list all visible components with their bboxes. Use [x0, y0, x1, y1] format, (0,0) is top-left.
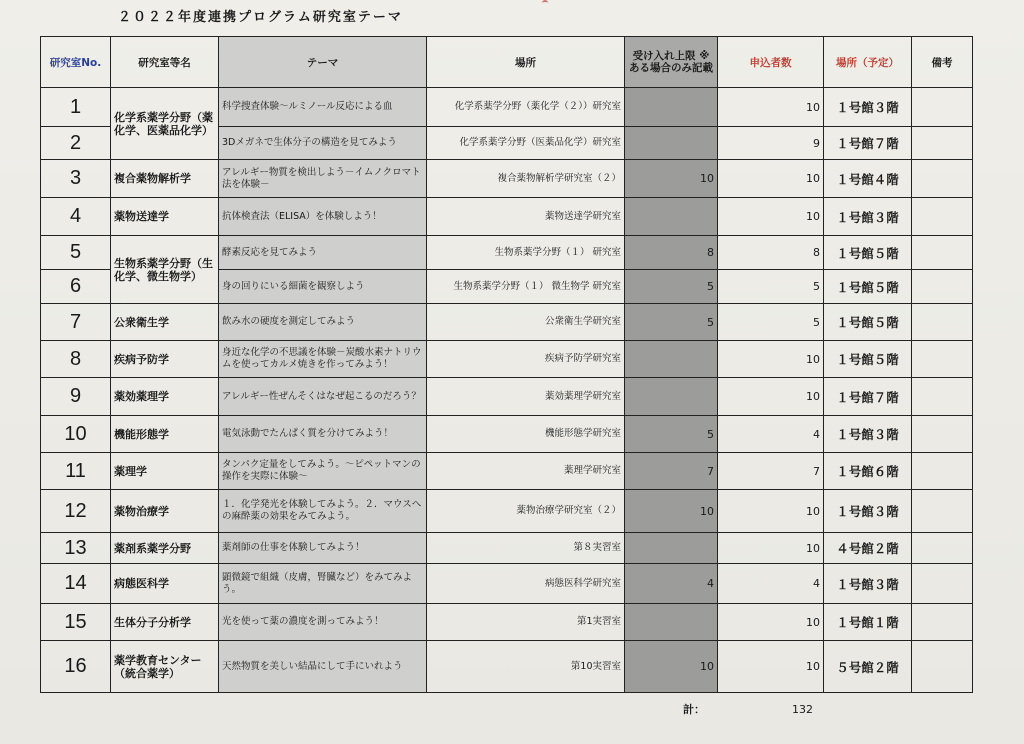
- location-cell: １号館５階: [824, 341, 912, 378]
- place-cell: 公衆衛生学研究室: [427, 304, 625, 341]
- theme-cell: 抗体検査法（ELISA）を体験しよう！: [219, 198, 427, 236]
- red-ink-mark: [542, 0, 548, 6]
- table-row: [41, 378, 973, 416]
- theme-cell: 電気泳動でたんぱく質を分けてみよう！: [219, 416, 427, 453]
- lab-number: 16: [41, 641, 111, 693]
- lab-number: 3: [41, 160, 111, 198]
- table-row: [41, 416, 973, 453]
- document-title: ２０２２年度連携プログラム研究室テーマ: [118, 10, 403, 25]
- table-row: [41, 160, 973, 198]
- remarks-cell: [912, 378, 973, 416]
- location-cell: １号館３階: [824, 88, 912, 127]
- applicants-cell: 10: [718, 490, 824, 533]
- location-cell: １号館１階: [824, 604, 912, 641]
- remarks-cell: [912, 270, 973, 304]
- table-row: [41, 88, 973, 127]
- lab-number: 12: [41, 490, 111, 533]
- location-cell: １号館５階: [824, 304, 912, 341]
- location-cell: １号館３階: [824, 564, 912, 604]
- lab-number: 4: [41, 198, 111, 236]
- applicants-cell: 9: [718, 127, 824, 160]
- limit-cell: 8: [625, 236, 718, 270]
- lab-number: 13: [41, 533, 111, 564]
- table-body: [41, 88, 973, 693]
- total-value: 132: [792, 703, 813, 716]
- table-row: [41, 564, 973, 604]
- applicants-cell: 8: [718, 236, 824, 270]
- location-cell: １号館３階: [824, 490, 912, 533]
- limit-cell: 5: [625, 270, 718, 304]
- lab-name: 薬効薬理学: [111, 378, 219, 416]
- place-cell: 病態医科学研究室: [427, 564, 625, 604]
- place-cell: 薬理学研究室: [427, 453, 625, 490]
- location-cell: １号館３階: [824, 198, 912, 236]
- lab-name: 化学系薬学分野（薬化学、医薬品化学）: [111, 88, 219, 160]
- theme-cell: 3Dメガネで生体分子の構造を見てみよう: [219, 127, 427, 160]
- place-cell: 第1実習室: [427, 604, 625, 641]
- lab-number: 6: [41, 270, 111, 304]
- place-cell: 薬効薬理学研究室: [427, 378, 625, 416]
- theme-cell: 身近な化学の不思議を体験－炭酸水素ナトリウムを使ってカルメ焼きを作ってみよう！: [219, 341, 427, 378]
- theme-cell: 光を使って薬の濃度を測ってみよう！: [219, 604, 427, 641]
- lab-number: 9: [41, 378, 111, 416]
- place-cell: 生物系薬学分野（１） 研究室: [427, 236, 625, 270]
- lab-name: 薬理学: [111, 453, 219, 490]
- lab-name: 病態医科学: [111, 564, 219, 604]
- remarks-cell: [912, 160, 973, 198]
- table-row: [41, 236, 973, 270]
- limit-cell: [625, 198, 718, 236]
- applicants-cell: 4: [718, 564, 824, 604]
- location-cell: １号館６階: [824, 453, 912, 490]
- theme-cell: 顕微鏡で組織（皮膚，腎臓など）をみてみよう。: [219, 564, 427, 604]
- theme-cell: 飲み水の硬度を測定してみよう: [219, 304, 427, 341]
- remarks-cell: [912, 453, 973, 490]
- limit-cell: 10: [625, 490, 718, 533]
- location-cell: １号館７階: [824, 127, 912, 160]
- remarks-cell: [912, 198, 973, 236]
- remarks-cell: [912, 604, 973, 641]
- applicants-cell: 10: [718, 198, 824, 236]
- header-lab-no: 研究室No.: [41, 37, 111, 88]
- limit-cell: [625, 88, 718, 127]
- location-cell: １号館５階: [824, 270, 912, 304]
- header-applicants: 申込者数: [718, 37, 824, 88]
- table-row: [41, 198, 973, 236]
- limit-cell: 4: [625, 564, 718, 604]
- table-row: [41, 604, 973, 641]
- theme-cell: タンパク定量をしてみよう。～ピペットマンの操作を実際に体験～: [219, 453, 427, 490]
- location-cell: ５号館２階: [824, 641, 912, 693]
- applicants-cell: 10: [718, 378, 824, 416]
- table-row: [41, 641, 973, 693]
- place-cell: 薬物送達学研究室: [427, 198, 625, 236]
- remarks-cell: [912, 416, 973, 453]
- place-cell: 薬物治療学研究室（２）: [427, 490, 625, 533]
- limit-cell: [625, 604, 718, 641]
- applicants-cell: 10: [718, 533, 824, 564]
- place-cell: 化学系薬学分野（医薬品化学）研究室: [427, 127, 625, 160]
- location-cell: １号館７階: [824, 378, 912, 416]
- theme-cell: １．化学発光を体験してみよう。２．マウスへの麻酔薬の効果をみてみよう。: [219, 490, 427, 533]
- remarks-cell: [912, 127, 973, 160]
- theme-cell: 身の回りにいる細菌を観察しよう: [219, 270, 427, 304]
- lab-name: 複合薬物解析学: [111, 160, 219, 198]
- lab-number: 14: [41, 564, 111, 604]
- header-limit: 受け入れ上限 ※ある場合のみ記載: [625, 37, 718, 88]
- applicants-cell: 10: [718, 88, 824, 127]
- lab-name: 疾病予防学: [111, 341, 219, 378]
- remarks-cell: [912, 236, 973, 270]
- place-cell: 第10実習室: [427, 641, 625, 693]
- limit-cell: [625, 533, 718, 564]
- header-row: [41, 37, 973, 88]
- remarks-cell: [912, 564, 973, 604]
- remarks-cell: [912, 304, 973, 341]
- header-theme: テーマ: [219, 37, 427, 88]
- lab-name: 薬剤系薬学分野: [111, 533, 219, 564]
- limit-cell: [625, 127, 718, 160]
- limit-cell: [625, 378, 718, 416]
- location-cell: １号館５階: [824, 236, 912, 270]
- lab-number: 15: [41, 604, 111, 641]
- table-row: [41, 304, 973, 341]
- lab-name: 生体分子分析学: [111, 604, 219, 641]
- theme-cell: 科学捜査体験～ルミノール反応による血: [219, 88, 427, 127]
- lab-name: 薬学教育センター（統合薬学）: [111, 641, 219, 693]
- lab-number: 7: [41, 304, 111, 341]
- lab-name: 薬物治療学: [111, 490, 219, 533]
- remarks-cell: [912, 490, 973, 533]
- applicants-cell: 10: [718, 604, 824, 641]
- header-location: 場所（予定）: [824, 37, 912, 88]
- lab-number: 1: [41, 88, 111, 127]
- lab-number: 5: [41, 236, 111, 270]
- limit-cell: 5: [625, 416, 718, 453]
- theme-cell: 薬剤師の仕事を体験してみよう！: [219, 533, 427, 564]
- table-row: [41, 533, 973, 564]
- lab-name: 公衆衛生学: [111, 304, 219, 341]
- header-remarks: 備考: [912, 37, 973, 88]
- lab-name: 生物系薬学分野（生化学、微生物学）: [111, 236, 219, 304]
- remarks-cell: [912, 641, 973, 693]
- header-lab-name: 研究室等名: [111, 37, 219, 88]
- table-row: [41, 490, 973, 533]
- applicants-cell: 4: [718, 416, 824, 453]
- location-cell: １号館４階: [824, 160, 912, 198]
- lab-name: 薬物送達学: [111, 198, 219, 236]
- place-cell: 複合薬物解析学研究室（２）: [427, 160, 625, 198]
- limit-cell: [625, 341, 718, 378]
- applicants-cell: 5: [718, 270, 824, 304]
- applicants-cell: 10: [718, 341, 824, 378]
- table-row: [41, 453, 973, 490]
- limit-cell: 5: [625, 304, 718, 341]
- applicants-cell: 10: [718, 160, 824, 198]
- place-cell: 化学系薬学分野（薬化学（２））研究室: [427, 88, 625, 127]
- remarks-cell: [912, 341, 973, 378]
- limit-cell: 7: [625, 453, 718, 490]
- place-cell: 第８実習室: [427, 533, 625, 564]
- theme-cell: 天然物質を美しい結晶にして手にいれよう: [219, 641, 427, 693]
- applicants-cell: 5: [718, 304, 824, 341]
- lab-number: 11: [41, 453, 111, 490]
- remarks-cell: [912, 533, 973, 564]
- place-cell: 疾病予防学研究室: [427, 341, 625, 378]
- limit-cell: 10: [625, 641, 718, 693]
- place-cell: 生物系薬学分野（１） 微生物学 研究室: [427, 270, 625, 304]
- location-cell: １号館３階: [824, 416, 912, 453]
- table-row: [41, 341, 973, 378]
- lab-name: 機能形態学: [111, 416, 219, 453]
- lab-number: 8: [41, 341, 111, 378]
- remarks-cell: [912, 88, 973, 127]
- place-cell: 機能形態学研究室: [427, 416, 625, 453]
- lab-number: 10: [41, 416, 111, 453]
- location-cell: ４号館２階: [824, 533, 912, 564]
- theme-table: [40, 36, 973, 693]
- header-place: 場所: [427, 37, 625, 88]
- theme-cell: アレルギー性ぜんそくはなぜ起こるのだろう？: [219, 378, 427, 416]
- theme-cell: 酵素反応を見てみよう: [219, 236, 427, 270]
- theme-cell: アレルギー物質を検出しよう－イムノクロマト法を体験－: [219, 160, 427, 198]
- total-label: 計：: [683, 703, 705, 716]
- lab-number: 2: [41, 127, 111, 160]
- applicants-cell: 7: [718, 453, 824, 490]
- applicants-cell: 10: [718, 641, 824, 693]
- limit-cell: 10: [625, 160, 718, 198]
